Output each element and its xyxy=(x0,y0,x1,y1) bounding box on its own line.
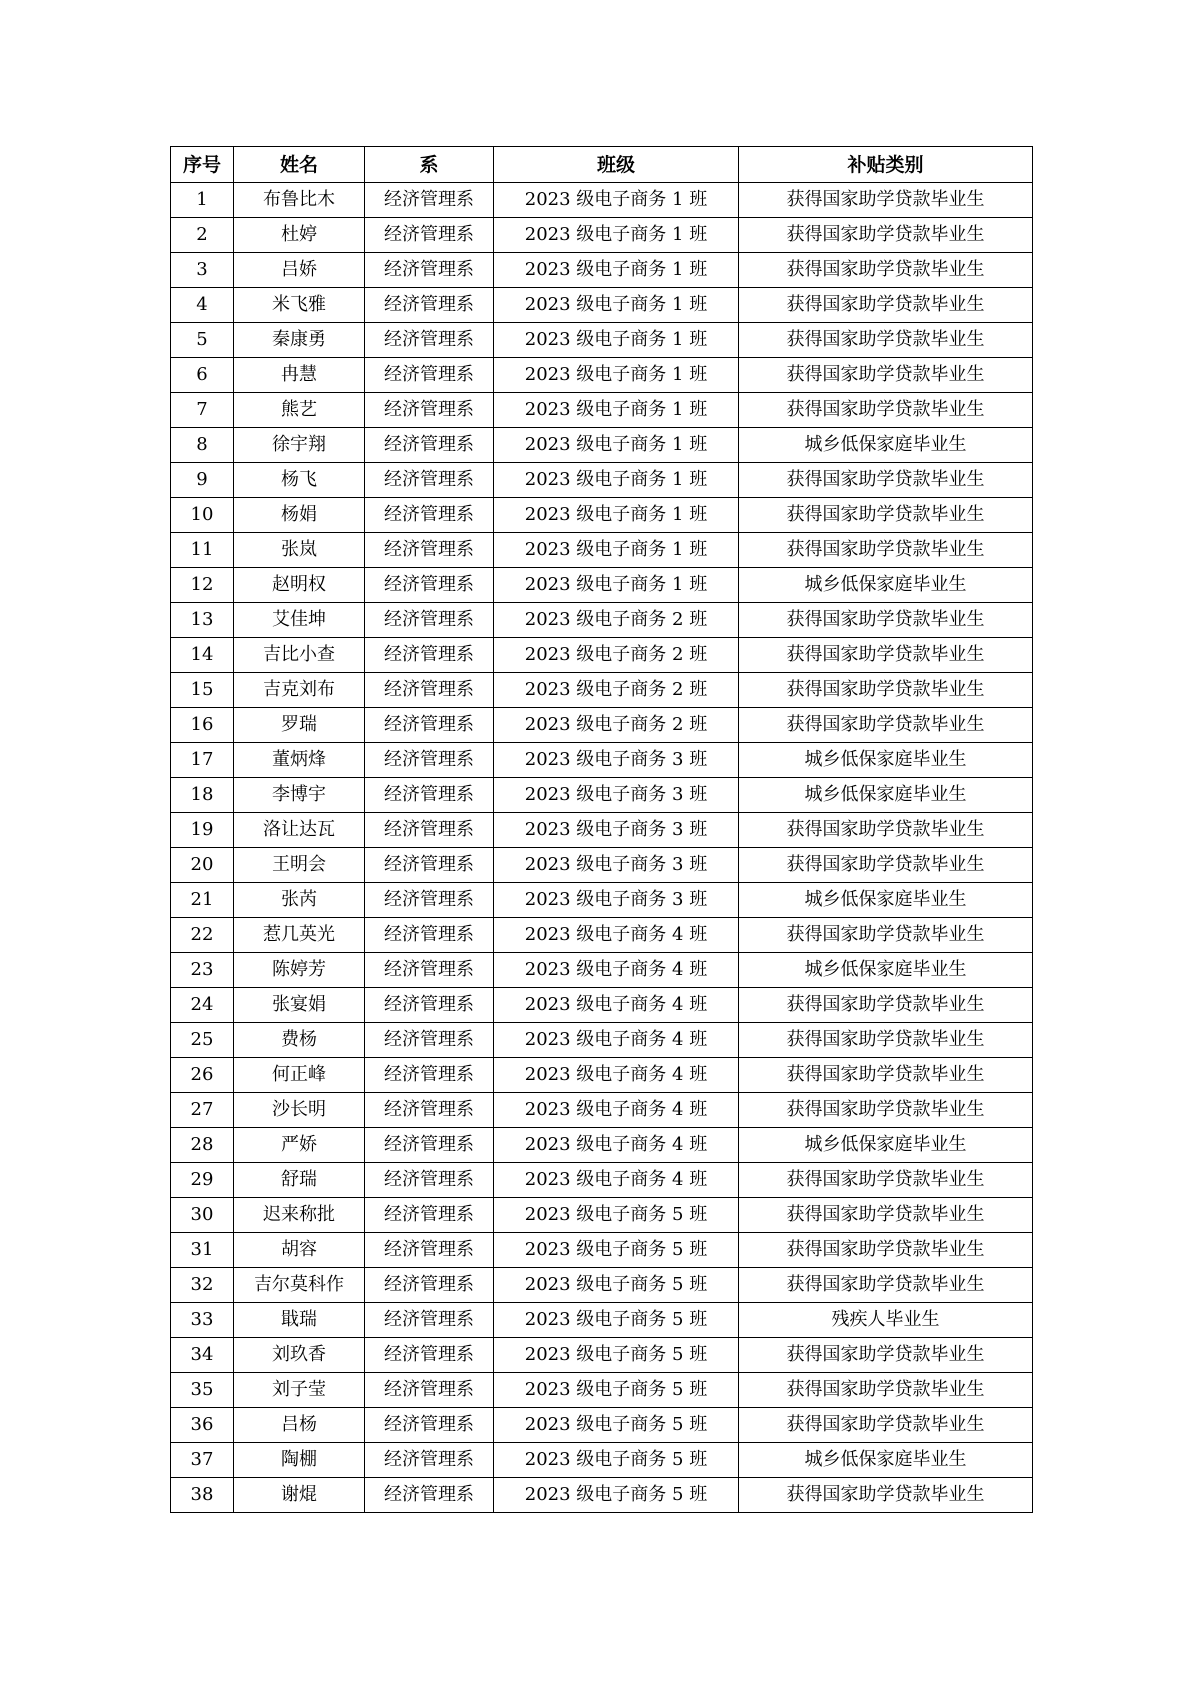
cell-class: 2023 级电子商务 1 班 xyxy=(494,463,739,498)
cell-serial-number: 25 xyxy=(171,1023,234,1058)
table-row xyxy=(171,638,1033,673)
table-row xyxy=(171,393,1033,428)
cell-name: 杨飞 xyxy=(234,463,365,498)
cell-subsidy-type: 获得国家助学贷款毕业生 xyxy=(739,253,1033,288)
cell-name: 罗瑞 xyxy=(234,708,365,743)
table-row xyxy=(171,848,1033,883)
cell-department: 经济管理系 xyxy=(365,1443,494,1478)
cell-subsidy-type: 获得国家助学贷款毕业生 xyxy=(739,463,1033,498)
cell-department: 经济管理系 xyxy=(365,1023,494,1058)
cell-serial-number: 24 xyxy=(171,988,234,1023)
cell-name: 冉慧 xyxy=(234,358,365,393)
cell-class: 2023 级电子商务 5 班 xyxy=(494,1198,739,1233)
cell-class: 2023 级电子商务 3 班 xyxy=(494,848,739,883)
cell-name: 洛让达瓦 xyxy=(234,813,365,848)
cell-class: 2023 级电子商务 1 班 xyxy=(494,533,739,568)
cell-class: 2023 级电子商务 1 班 xyxy=(494,393,739,428)
cell-serial-number: 16 xyxy=(171,708,234,743)
cell-serial-number: 2 xyxy=(171,218,234,253)
cell-department: 经济管理系 xyxy=(365,253,494,288)
cell-subsidy-type: 获得国家助学贷款毕业生 xyxy=(739,673,1033,708)
cell-class: 2023 级电子商务 4 班 xyxy=(494,1093,739,1128)
cell-department: 经济管理系 xyxy=(365,498,494,533)
cell-department: 经济管理系 xyxy=(365,708,494,743)
table-row xyxy=(171,533,1033,568)
cell-name: 熊艺 xyxy=(234,393,365,428)
cell-class: 2023 级电子商务 1 班 xyxy=(494,568,739,603)
cell-department: 经济管理系 xyxy=(365,1268,494,1303)
table-row xyxy=(171,883,1033,918)
cell-department: 经济管理系 xyxy=(365,953,494,988)
cell-serial-number: 8 xyxy=(171,428,234,463)
table-row xyxy=(171,463,1033,498)
table-row xyxy=(171,358,1033,393)
cell-department: 经济管理系 xyxy=(365,603,494,638)
cell-department: 经济管理系 xyxy=(365,1128,494,1163)
header-department: 系 xyxy=(365,147,494,183)
table-row xyxy=(171,1408,1033,1443)
cell-serial-number: 20 xyxy=(171,848,234,883)
table-row xyxy=(171,1023,1033,1058)
cell-class: 2023 级电子商务 4 班 xyxy=(494,988,739,1023)
cell-name: 艾佳坤 xyxy=(234,603,365,638)
table-row xyxy=(171,1093,1033,1128)
cell-class: 2023 级电子商务 3 班 xyxy=(494,743,739,778)
cell-subsidy-type: 城乡低保家庭毕业生 xyxy=(739,953,1033,988)
cell-name: 何正峰 xyxy=(234,1058,365,1093)
cell-class: 2023 级电子商务 1 班 xyxy=(494,288,739,323)
cell-name: 李博宇 xyxy=(234,778,365,813)
cell-class: 2023 级电子商务 2 班 xyxy=(494,708,739,743)
cell-subsidy-type: 获得国家助学贷款毕业生 xyxy=(739,708,1033,743)
cell-subsidy-type: 获得国家助学贷款毕业生 xyxy=(739,1478,1033,1513)
cell-subsidy-type: 残疾人毕业生 xyxy=(739,1303,1033,1338)
cell-name: 秦康勇 xyxy=(234,323,365,358)
cell-serial-number: 22 xyxy=(171,918,234,953)
cell-subsidy-type: 获得国家助学贷款毕业生 xyxy=(739,1058,1033,1093)
cell-department: 经济管理系 xyxy=(365,778,494,813)
table-row xyxy=(171,603,1033,638)
cell-class: 2023 级电子商务 1 班 xyxy=(494,253,739,288)
table-row xyxy=(171,1303,1033,1338)
table-row xyxy=(171,1233,1033,1268)
cell-name: 陶棚 xyxy=(234,1443,365,1478)
cell-serial-number: 29 xyxy=(171,1163,234,1198)
cell-department: 经济管理系 xyxy=(365,1198,494,1233)
cell-class: 2023 级电子商务 4 班 xyxy=(494,1023,739,1058)
cell-department: 经济管理系 xyxy=(365,1233,494,1268)
cell-serial-number: 15 xyxy=(171,673,234,708)
cell-subsidy-type: 获得国家助学贷款毕业生 xyxy=(739,1093,1033,1128)
cell-class: 2023 级电子商务 2 班 xyxy=(494,603,739,638)
cell-serial-number: 19 xyxy=(171,813,234,848)
cell-name: 张岚 xyxy=(234,533,365,568)
cell-subsidy-type: 城乡低保家庭毕业生 xyxy=(739,1443,1033,1478)
cell-department: 经济管理系 xyxy=(365,988,494,1023)
table-row xyxy=(171,988,1033,1023)
cell-serial-number: 32 xyxy=(171,1268,234,1303)
cell-subsidy-type: 获得国家助学贷款毕业生 xyxy=(739,1163,1033,1198)
cell-class: 2023 级电子商务 4 班 xyxy=(494,918,739,953)
cell-department: 经济管理系 xyxy=(365,428,494,463)
cell-subsidy-type: 获得国家助学贷款毕业生 xyxy=(739,323,1033,358)
cell-name: 陈婷芳 xyxy=(234,953,365,988)
cell-department: 经济管理系 xyxy=(365,673,494,708)
header-subsidy-type: 补贴类别 xyxy=(739,147,1033,183)
cell-department: 经济管理系 xyxy=(365,918,494,953)
cell-class: 2023 级电子商务 4 班 xyxy=(494,953,739,988)
cell-name: 张芮 xyxy=(234,883,365,918)
cell-department: 经济管理系 xyxy=(365,463,494,498)
cell-serial-number: 3 xyxy=(171,253,234,288)
cell-name: 徐宇翔 xyxy=(234,428,365,463)
cell-name: 迟来称批 xyxy=(234,1198,365,1233)
cell-name: 沙长明 xyxy=(234,1093,365,1128)
cell-class: 2023 级电子商务 5 班 xyxy=(494,1268,739,1303)
cell-name: 杨娟 xyxy=(234,498,365,533)
cell-name: 胡容 xyxy=(234,1233,365,1268)
cell-subsidy-type: 获得国家助学贷款毕业生 xyxy=(739,638,1033,673)
cell-subsidy-type: 获得国家助学贷款毕业生 xyxy=(739,1268,1033,1303)
header-class: 班级 xyxy=(494,147,739,183)
table-row xyxy=(171,813,1033,848)
table-row xyxy=(171,708,1033,743)
cell-department: 经济管理系 xyxy=(365,218,494,253)
cell-class: 2023 级电子商务 5 班 xyxy=(494,1373,739,1408)
cell-subsidy-type: 获得国家助学贷款毕业生 xyxy=(739,813,1033,848)
cell-serial-number: 1 xyxy=(171,183,234,218)
cell-subsidy-type: 获得国家助学贷款毕业生 xyxy=(739,988,1033,1023)
table-row xyxy=(171,778,1033,813)
cell-serial-number: 18 xyxy=(171,778,234,813)
cell-subsidy-type: 获得国家助学贷款毕业生 xyxy=(739,183,1033,218)
table-row xyxy=(171,498,1033,533)
cell-name: 吕杨 xyxy=(234,1408,365,1443)
cell-serial-number: 37 xyxy=(171,1443,234,1478)
cell-department: 经济管理系 xyxy=(365,288,494,323)
cell-class: 2023 级电子商务 2 班 xyxy=(494,673,739,708)
cell-name: 吕娇 xyxy=(234,253,365,288)
cell-department: 经济管理系 xyxy=(365,1478,494,1513)
cell-subsidy-type: 获得国家助学贷款毕业生 xyxy=(739,1023,1033,1058)
cell-class: 2023 级电子商务 4 班 xyxy=(494,1058,739,1093)
cell-serial-number: 21 xyxy=(171,883,234,918)
cell-subsidy-type: 获得国家助学贷款毕业生 xyxy=(739,603,1033,638)
cell-serial-number: 10 xyxy=(171,498,234,533)
cell-class: 2023 级电子商务 3 班 xyxy=(494,778,739,813)
cell-class: 2023 级电子商务 4 班 xyxy=(494,1128,739,1163)
cell-department: 经济管理系 xyxy=(365,568,494,603)
table-row xyxy=(171,1128,1033,1163)
cell-department: 经济管理系 xyxy=(365,813,494,848)
cell-class: 2023 级电子商务 2 班 xyxy=(494,638,739,673)
cell-name: 杜婷 xyxy=(234,218,365,253)
cell-subsidy-type: 获得国家助学贷款毕业生 xyxy=(739,218,1033,253)
cell-subsidy-type: 获得国家助学贷款毕业生 xyxy=(739,1338,1033,1373)
cell-serial-number: 11 xyxy=(171,533,234,568)
cell-name: 布鲁比木 xyxy=(234,183,365,218)
table-row xyxy=(171,918,1033,953)
cell-department: 经济管理系 xyxy=(365,743,494,778)
cell-subsidy-type: 获得国家助学贷款毕业生 xyxy=(739,848,1033,883)
table-row xyxy=(171,323,1033,358)
cell-subsidy-type: 城乡低保家庭毕业生 xyxy=(739,778,1033,813)
table-row xyxy=(171,1163,1033,1198)
cell-department: 经济管理系 xyxy=(365,358,494,393)
cell-serial-number: 12 xyxy=(171,568,234,603)
cell-class: 2023 级电子商务 1 班 xyxy=(494,498,739,533)
cell-subsidy-type: 城乡低保家庭毕业生 xyxy=(739,1128,1033,1163)
cell-name: 费杨 xyxy=(234,1023,365,1058)
table-row xyxy=(171,1373,1033,1408)
cell-class: 2023 级电子商务 1 班 xyxy=(494,218,739,253)
table-row xyxy=(171,953,1033,988)
cell-name: 严娇 xyxy=(234,1128,365,1163)
cell-serial-number: 13 xyxy=(171,603,234,638)
cell-department: 经济管理系 xyxy=(365,883,494,918)
table-row xyxy=(171,183,1033,218)
cell-subsidy-type: 获得国家助学贷款毕业生 xyxy=(739,358,1033,393)
cell-name: 吉比小查 xyxy=(234,638,365,673)
table-row xyxy=(171,428,1033,463)
cell-department: 经济管理系 xyxy=(365,533,494,568)
cell-serial-number: 27 xyxy=(171,1093,234,1128)
cell-class: 2023 级电子商务 4 班 xyxy=(494,1163,739,1198)
table-row xyxy=(171,1058,1033,1093)
table-row xyxy=(171,1478,1033,1513)
table-header xyxy=(171,147,1033,183)
cell-department: 经济管理系 xyxy=(365,323,494,358)
cell-subsidy-type: 获得国家助学贷款毕业生 xyxy=(739,393,1033,428)
cell-subsidy-type: 城乡低保家庭毕业生 xyxy=(739,568,1033,603)
cell-serial-number: 30 xyxy=(171,1198,234,1233)
cell-class: 2023 级电子商务 5 班 xyxy=(494,1478,739,1513)
cell-class: 2023 级电子商务 1 班 xyxy=(494,428,739,463)
cell-name: 赵明权 xyxy=(234,568,365,603)
cell-class: 2023 级电子商务 5 班 xyxy=(494,1408,739,1443)
cell-subsidy-type: 获得国家助学贷款毕业生 xyxy=(739,918,1033,953)
cell-name: 惹几英光 xyxy=(234,918,365,953)
cell-subsidy-type: 获得国家助学贷款毕业生 xyxy=(739,1408,1033,1443)
cell-name: 吉克刘布 xyxy=(234,673,365,708)
cell-name: 谢焜 xyxy=(234,1478,365,1513)
cell-subsidy-type: 获得国家助学贷款毕业生 xyxy=(739,533,1033,568)
cell-serial-number: 26 xyxy=(171,1058,234,1093)
cell-name: 张宴娟 xyxy=(234,988,365,1023)
cell-serial-number: 36 xyxy=(171,1408,234,1443)
cell-serial-number: 38 xyxy=(171,1478,234,1513)
cell-name: 吉尔莫科作 xyxy=(234,1268,365,1303)
subsidy-roster-table xyxy=(170,146,1033,1513)
table-row xyxy=(171,218,1033,253)
cell-name: 戢瑞 xyxy=(234,1303,365,1338)
cell-class: 2023 级电子商务 3 班 xyxy=(494,813,739,848)
table-row xyxy=(171,673,1033,708)
cell-department: 经济管理系 xyxy=(365,1163,494,1198)
cell-class: 2023 级电子商务 5 班 xyxy=(494,1443,739,1478)
cell-serial-number: 35 xyxy=(171,1373,234,1408)
cell-department: 经济管理系 xyxy=(365,1408,494,1443)
header-name: 姓名 xyxy=(234,147,365,183)
cell-serial-number: 33 xyxy=(171,1303,234,1338)
cell-subsidy-type: 获得国家助学贷款毕业生 xyxy=(739,498,1033,533)
table-row xyxy=(171,1198,1033,1233)
cell-serial-number: 17 xyxy=(171,743,234,778)
cell-serial-number: 31 xyxy=(171,1233,234,1268)
cell-name: 王明会 xyxy=(234,848,365,883)
cell-subsidy-type: 获得国家助学贷款毕业生 xyxy=(739,1373,1033,1408)
cell-subsidy-type: 城乡低保家庭毕业生 xyxy=(739,883,1033,918)
cell-serial-number: 28 xyxy=(171,1128,234,1163)
cell-name: 刘玖香 xyxy=(234,1338,365,1373)
table-row xyxy=(171,743,1033,778)
cell-department: 经济管理系 xyxy=(365,1093,494,1128)
cell-name: 刘子莹 xyxy=(234,1373,365,1408)
table-row xyxy=(171,1443,1033,1478)
cell-name: 米飞雅 xyxy=(234,288,365,323)
cell-name: 董炳烽 xyxy=(234,743,365,778)
table-row xyxy=(171,253,1033,288)
cell-department: 经济管理系 xyxy=(365,393,494,428)
table-row xyxy=(171,568,1033,603)
cell-name: 舒瑞 xyxy=(234,1163,365,1198)
header-serial-number: 序号 xyxy=(171,147,234,183)
cell-serial-number: 6 xyxy=(171,358,234,393)
table-row xyxy=(171,1338,1033,1373)
cell-class: 2023 级电子商务 1 班 xyxy=(494,323,739,358)
cell-class: 2023 级电子商务 1 班 xyxy=(494,358,739,393)
cell-serial-number: 14 xyxy=(171,638,234,673)
cell-serial-number: 5 xyxy=(171,323,234,358)
cell-department: 经济管理系 xyxy=(365,1338,494,1373)
cell-class: 2023 级电子商务 3 班 xyxy=(494,883,739,918)
header-row xyxy=(171,147,1033,183)
table-body xyxy=(171,183,1033,1513)
cell-department: 经济管理系 xyxy=(365,1303,494,1338)
table-row xyxy=(171,288,1033,323)
cell-serial-number: 23 xyxy=(171,953,234,988)
cell-serial-number: 34 xyxy=(171,1338,234,1373)
cell-department: 经济管理系 xyxy=(365,848,494,883)
cell-subsidy-type: 获得国家助学贷款毕业生 xyxy=(739,1198,1033,1233)
cell-class: 2023 级电子商务 5 班 xyxy=(494,1303,739,1338)
cell-subsidy-type: 城乡低保家庭毕业生 xyxy=(739,428,1033,463)
cell-serial-number: 9 xyxy=(171,463,234,498)
cell-subsidy-type: 获得国家助学贷款毕业生 xyxy=(739,1233,1033,1268)
table-row xyxy=(171,1268,1033,1303)
cell-department: 经济管理系 xyxy=(365,1058,494,1093)
cell-serial-number: 4 xyxy=(171,288,234,323)
cell-class: 2023 级电子商务 5 班 xyxy=(494,1233,739,1268)
cell-department: 经济管理系 xyxy=(365,1373,494,1408)
cell-department: 经济管理系 xyxy=(365,183,494,218)
cell-subsidy-type: 城乡低保家庭毕业生 xyxy=(739,743,1033,778)
cell-department: 经济管理系 xyxy=(365,638,494,673)
cell-class: 2023 级电子商务 5 班 xyxy=(494,1338,739,1373)
cell-class: 2023 级电子商务 1 班 xyxy=(494,183,739,218)
cell-subsidy-type: 获得国家助学贷款毕业生 xyxy=(739,288,1033,323)
cell-serial-number: 7 xyxy=(171,393,234,428)
